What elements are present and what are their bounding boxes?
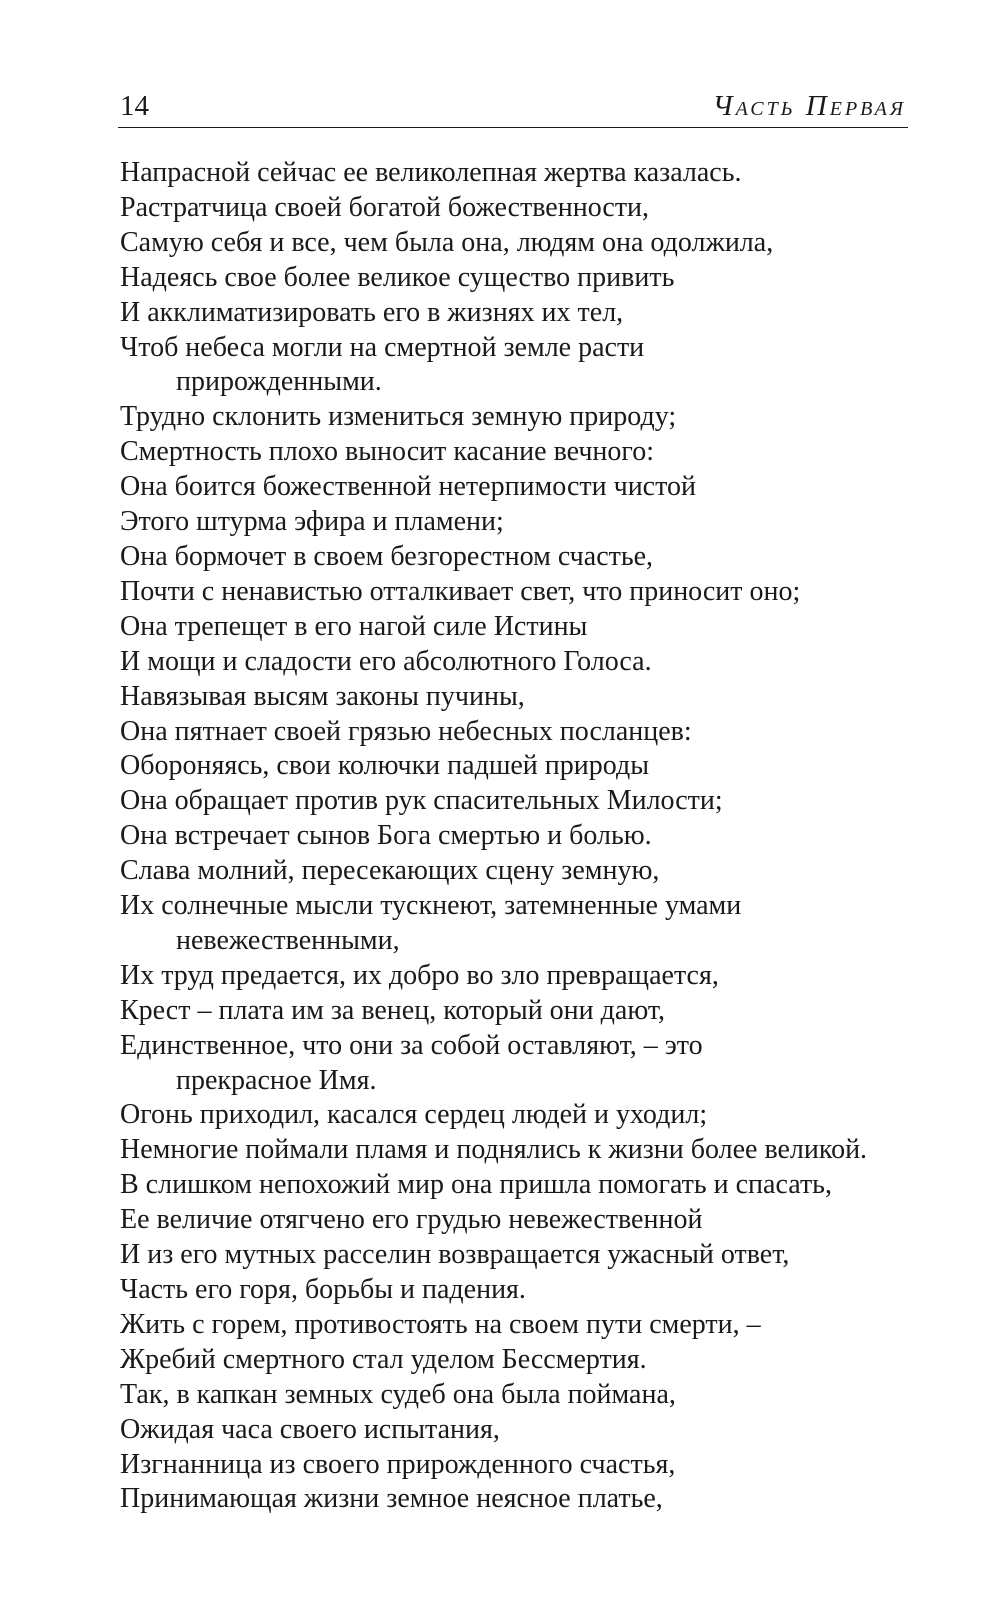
poem-line: Жребий смертного стал уделом Бессмертия.: [120, 1343, 647, 1375]
poem-line: Их солнечные мысли тускнеют, затемненные умами: [120, 890, 742, 922]
poem-line-continuation: невежественными,: [176, 924, 400, 956]
poem-line: Она пятнает своей грязью небесных посланцев:: [120, 715, 692, 747]
poem-line: Их труд предается, их добро во зло превращается,: [120, 959, 719, 991]
poem-line: Она встречает сынов Бога смертью и болью.: [120, 820, 652, 852]
poem-line: Слава молний, пересекающих сцену земную,: [120, 855, 660, 887]
poem-line-continuation: прирожденными.: [176, 366, 382, 398]
poem-line-continuation: прекрасное Имя.: [176, 1064, 377, 1096]
poem-line: И из его мутных расселин возвращается ужасный ответ,: [120, 1239, 790, 1271]
poem-line: Жить с горем, противостоять на своем пути смерти, –: [120, 1308, 761, 1340]
poem-line: Напрасной сейчас ее великолепная жертва казалась.: [120, 157, 742, 188]
poem-line: Она обращает против рук спасительных Милости;: [120, 785, 723, 817]
poem-line: Этого штурма эфира и пламени;: [120, 506, 504, 538]
poem-line: Так, в капкан земных судеб она была поймана,: [120, 1378, 676, 1410]
poem-line: И мощи и сладости его абсолютного Голоса.: [120, 645, 652, 677]
poem-line: Обороняясь, свои колючки падшей природы: [120, 750, 650, 782]
poem-line: Принимающая жизни земное неясное платье,: [120, 1483, 663, 1515]
poem-line: Трудно склонить измениться земную природу;: [120, 401, 677, 433]
poem-line: Ожидая часа своего испытания,: [120, 1413, 500, 1445]
poem-line: Ее величие отягчено его грудью невежественной: [120, 1204, 703, 1236]
header-divider: [118, 127, 908, 128]
poem-line: Огонь приходил, касался сердец людей и уходил;: [120, 1099, 708, 1131]
poem-line: Смертность плохо выносит касание вечного:: [120, 436, 654, 468]
poem-line: Почти с ненавистью отталкивает свет, что приносит оно;: [120, 575, 801, 607]
poem-line: Немногие поймали пламя и поднялись к жизни более великой.: [120, 1134, 868, 1166]
poem-line: Она боится божественной нетерпимости чистой: [120, 471, 696, 503]
poem-line: Надеясь свое более великое существо привить: [120, 261, 675, 293]
poem-line: И акклиматизировать его в жизнях их тел,: [120, 296, 624, 328]
running-title: Часть Первая: [712, 90, 906, 122]
page-number: 14: [120, 90, 149, 122]
poem-line: Она трепещет в его нагой силе Истины: [120, 610, 588, 642]
poem-line: Крест – плата им за венец, который они дают,: [120, 994, 666, 1026]
poem-line: Единственное, что они за собой оставляют, – это: [120, 1029, 703, 1061]
poem-line: Чтоб небеса могли на смертной земле расти: [120, 331, 645, 363]
poem-body: [120, 156, 920, 1517]
poem-line: Навязывая высям законы пучины,: [120, 680, 525, 712]
poem-line: Растратчица своей богатой божественности,: [120, 191, 650, 223]
poem-line: Часть его горя, борьбы и падения.: [120, 1274, 526, 1305]
poem-line: В слишком непохожий мир она пришла помогать и спасать,: [120, 1169, 832, 1201]
poem-line: Она бормочет в своем безгорестном счастье,: [120, 540, 654, 572]
poem-line: Самую себя и все, чем была она, людям она одолжила,: [120, 226, 774, 258]
poem-line: Изгнанница из своего прирожденного счастья,: [120, 1448, 676, 1480]
